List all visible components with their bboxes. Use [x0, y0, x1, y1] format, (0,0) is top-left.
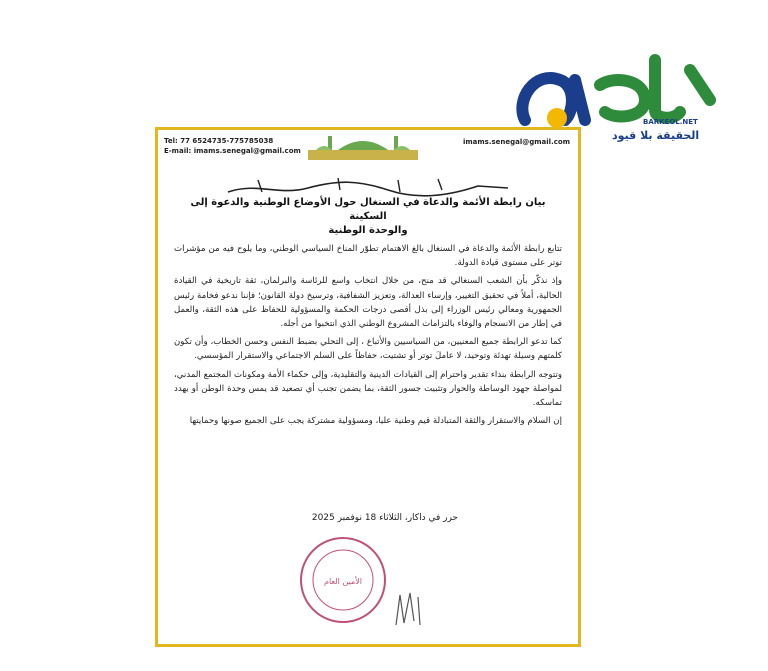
paragraph: كما تدعو الرابطة جميع المعنيين، من السياسيين والأتباع ، إلى التحلي بضبط النفس وحسن الخطاب، وأن تكون كلمتهم وسيلة تهدئة وتوحيد، لا عاملَ توتر أو تشتيت، حفاظاً على السلم الاجتماعي والاستقرار المؤسسي. [174, 337, 562, 362]
mosque-emblem-icon [308, 130, 418, 160]
paragraph: وإذ نذكّر بأن الشعب السنغالي قد منح، من خلال انتخاب واسع للرئاسة والبرلمان، ثقة تاريخية في القيادة الحالية، أملاً في تحقيق التغيير، وإرساء العدالة، وتعزيز الشفافية، وترسيخ دولة القانون؛ فإننا ندعو فخامة رئيس الجمهورية ومعالي رئيس الوزراء إلى بذل أقصى درجات الحكمة والمسؤولية للحفاظ على هذه الثقة، والعمل في إطار من الانسجام والوفاء بالتزامات المشروع الوطني الذي انتخبوا من أجله. [174, 276, 562, 330]
title-line-1: بيان رابطة الأئمة والدعاة في السنغال حول الأوضاع الوطنية والدعوة إلى السكينة [190, 197, 546, 222]
phone-text: Tel: 77 6524735-775785038 [164, 137, 274, 145]
statement-document [155, 127, 581, 647]
paragraph: وتتوجه الرابطة بنداء تقدير واحترام إلى القيادات الدينية والتقليدية، وإلى حكماء الأمة ومكونات المجتمع المدني، لمواصلة جهود الوساطة والحوار وتثبيت جسور الثقة، بما يضمن تجنب أي تصعيد قد يمس وحدة الوطن أو يهدد تماسكه. [174, 369, 562, 409]
contact-block [164, 136, 301, 156]
signature [390, 585, 430, 635]
signoff-date: حرر في داكار، الثلاثاء 18 نوفمبر 2025 [311, 513, 458, 523]
official-stamp [298, 535, 388, 625]
stamp-label: الأمين العام [323, 577, 363, 586]
email-text-left: E-mail: imams.senegal@gmail.com [164, 147, 301, 155]
email-text-right: imams.senegal@gmail.com [462, 138, 570, 146]
logo-tagline: الحقيقة بلا قيود [612, 129, 700, 142]
document-title [178, 196, 558, 238]
paragraph: إن السلام والاستقرار والثقة المتبادلة قيم وطنية عليا، ومسؤولية مشتركة يجب على الجميع صونها وحمايتها [189, 416, 562, 427]
paragraph: تتابع رابطة الأئمة والدعاة في السنغال بالغ الاهتمام تطوّر المناخ السياسي الوطني، وما يلوح فيه من مؤشرات توتر على مستوى قيادة الدولة. [174, 244, 562, 269]
document-body [174, 242, 562, 432]
title-line-2: والوحدة الوطنية [328, 225, 408, 236]
logo-brand-text: BARKEOL.NET [643, 118, 698, 126]
